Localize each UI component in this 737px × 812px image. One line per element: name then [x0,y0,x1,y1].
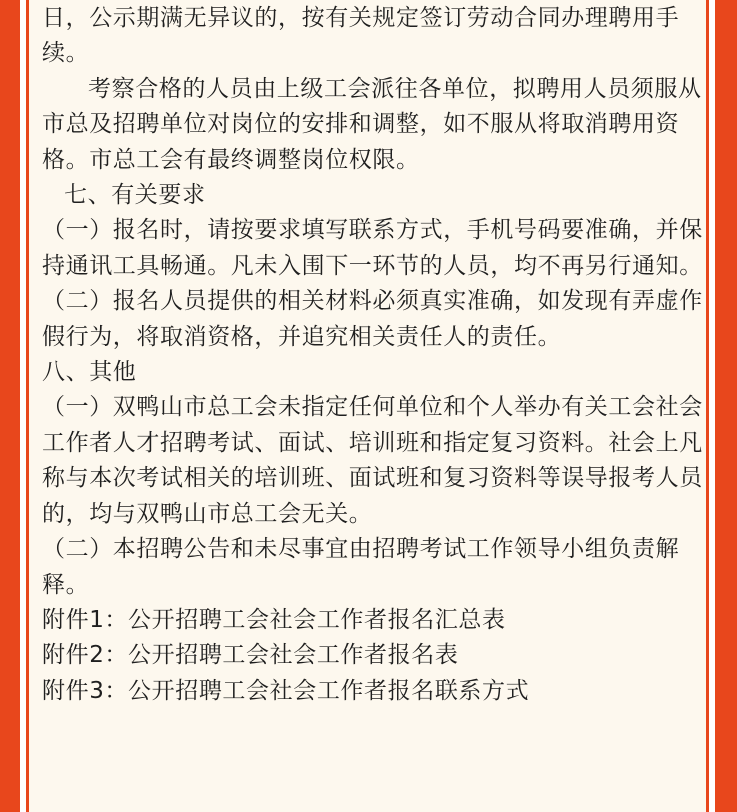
section-heading-requirements: 七、有关要求 [64,182,206,209]
paragraph-requirement-2: （二）报名人员提供的相关材料必须真实准确，如发现有弄虚作假行为，将取消资格，并追究相关责任人的责任。 [42,288,703,350]
document-page [29,0,706,812]
document-body [42,0,704,709]
attachment-link-2[interactable]: 附件2：公开招聘工会社会工作者报名表 [42,642,459,669]
left-border-decoration [0,0,20,812]
right-border-decoration [715,0,737,812]
paragraph-other-2: （二）本招聘公告和未尽事宜由招聘考试工作领导小组负责解释。 [42,536,680,598]
paragraph-publicity-end: 日，公示期满无异议的，按有关规定签订劳动合同办理聘用手续。 [42,5,680,67]
attachment-link-1[interactable]: 附件1：公开招聘工会社会工作者报名汇总表 [42,606,506,633]
paragraph-requirement-1: （一）报名时，请按要求填写联系方式，手机号码要准确，并保持通讯工具畅通。凡未入围下一环节的人员，均不再另行通知。 [42,217,703,279]
right-border-line [706,0,709,812]
section-heading-other: 八、其他 [42,359,137,386]
paragraph-assignment: 考察合格的人员由上级工会派往各单位，拟聘用人员须服从市总及招聘单位对岗位的安排和调整，如不服从将取消聘用资格。市总工会有最终调整岗位权限。 [42,75,702,173]
attachment-link-3[interactable]: 附件3：公开招聘工会社会工作者报名联系方式 [42,677,530,704]
paragraph-other-1: （一）双鸭山市总工会未指定任何单位和个人举办有关工会社会工作者人才招聘考试、面试、培训班和指定复习资料。社会上凡称与本次考试相关的培训班、面试班和复习资料等误导报考人员的，均与双鸭山市总工会无关。 [42,394,703,527]
